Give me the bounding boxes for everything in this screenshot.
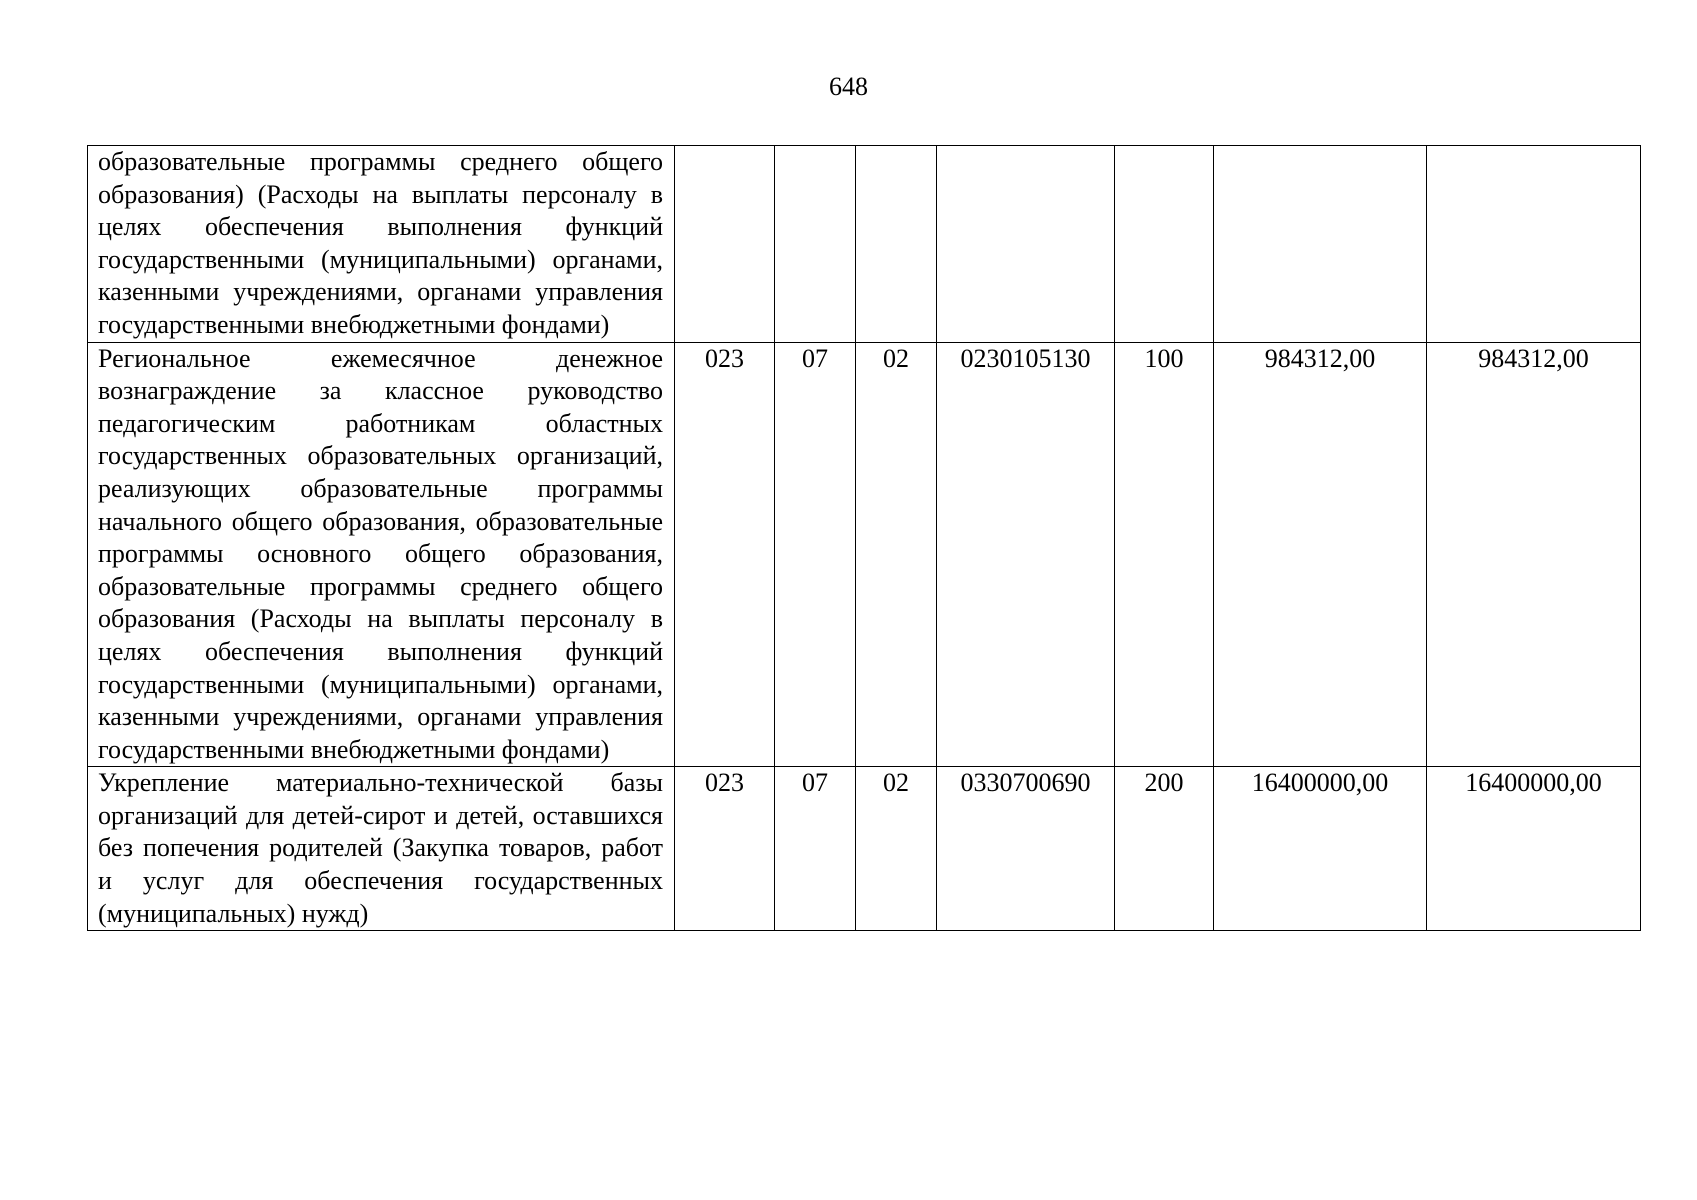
- amount-2-cell: 16400000,00: [1427, 767, 1641, 931]
- amount-2-cell: [1427, 146, 1641, 343]
- expense-type-cell: 100: [1115, 342, 1214, 767]
- expense-type-cell: [1115, 146, 1214, 343]
- description-cell: Региональное ежемесячное денежное вознаграждение за классное руководство педагогическим работникам областных государственных образовательных организаций, реализующих образовательные программы начального общего образования, образовательные программы основного общего образования, образовательные программы среднего общего образования (Расходы на выплаты персоналу в целях обеспечения выполнения функций государственными (муниципальными) органами, казенными учреждениями, органами управления государственными внебюджетными фондами): [88, 342, 675, 767]
- amount-1-cell: 16400000,00: [1214, 767, 1427, 931]
- section-code-cell: [775, 146, 856, 343]
- section-code-cell: 07: [775, 342, 856, 767]
- target-article-cell: 0330700690: [937, 767, 1115, 931]
- ministry-code-cell: 023: [675, 767, 775, 931]
- table-row: [88, 767, 1641, 931]
- table-row: [88, 342, 1641, 767]
- expense-type-cell: 200: [1115, 767, 1214, 931]
- budget-table: [87, 145, 1641, 931]
- section-code-cell: 07: [775, 767, 856, 931]
- description-cell: Укрепление материально-технической базы организаций для детей-сирот и детей, оставшихся без попечения родителей (Закупка товаров, работ и услуг для обеспечения государственных (муниципальных) нужд): [88, 767, 675, 931]
- amount-1-cell: [1214, 146, 1427, 343]
- subsection-code-cell: 02: [856, 342, 937, 767]
- target-article-cell: [937, 146, 1115, 343]
- table-row: [88, 146, 1641, 343]
- ministry-code-cell: [675, 146, 775, 343]
- page-number: 648: [829, 72, 868, 101]
- description-cell: образовательные программы среднего общего образования) (Расходы на выплаты персоналу в целях обеспечения выполнения функций государственными (муниципальными) органами, казенными учреждениями, органами управления государственными внебюджетными фондами): [88, 146, 675, 343]
- amount-2-cell: 984312,00: [1427, 342, 1641, 767]
- subsection-code-cell: [856, 146, 937, 343]
- target-article-cell: 0230105130: [937, 342, 1115, 767]
- amount-1-cell: 984312,00: [1214, 342, 1427, 767]
- ministry-code-cell: 023: [675, 342, 775, 767]
- subsection-code-cell: 02: [856, 767, 937, 931]
